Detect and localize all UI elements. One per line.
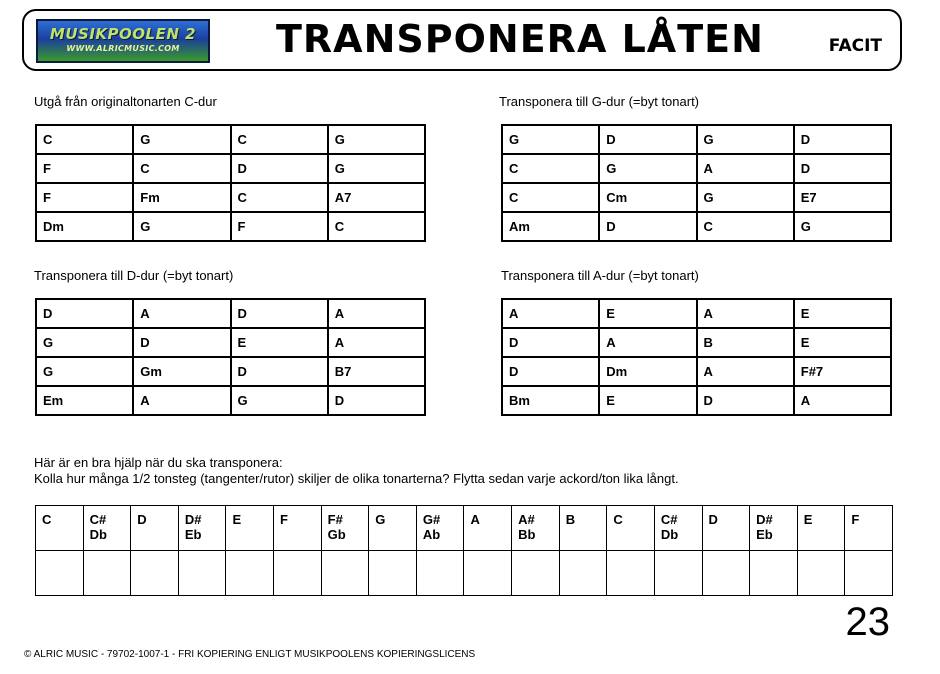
logo-line1: MUSIKPOOLEN 2 [49, 25, 197, 43]
chord-cell: A [133, 386, 230, 415]
note-cell [131, 506, 179, 551]
semitone-table [35, 505, 893, 596]
empty-cell [797, 551, 845, 596]
chord-row [36, 386, 425, 415]
chord-cell: D [599, 125, 696, 154]
chord-cell: E [794, 299, 891, 328]
note-cell [416, 506, 464, 551]
caption-original: Utgå från originaltonarten C-dur [34, 94, 217, 109]
chord-cell: G [231, 386, 328, 415]
note-name: Db [89, 527, 107, 542]
empty-cell [416, 551, 464, 596]
chord-cell: Gm [133, 357, 230, 386]
note-name: D# [756, 512, 773, 527]
note-name: Gb [327, 527, 346, 542]
empty-cell [369, 551, 417, 596]
note-cell [512, 506, 560, 551]
note-name: C [613, 512, 623, 527]
chord-cell: F [36, 183, 133, 212]
chord-row [502, 328, 891, 357]
logo-line2: WWW.ALRICMUSIC.COM [66, 44, 180, 53]
chord-cell: E [231, 328, 328, 357]
chord-cell: D [599, 212, 696, 241]
chord-cell: A [133, 299, 230, 328]
chord-cell: C [231, 125, 328, 154]
chord-cell: G [794, 212, 891, 241]
note-names-row [36, 506, 893, 551]
chord-cell: D [231, 154, 328, 183]
empty-cell [654, 551, 702, 596]
page-title: TRANSPONERA LÅTEN [276, 17, 764, 61]
page-number: 23 [845, 600, 890, 644]
chord-row [502, 212, 891, 241]
note-cell [797, 506, 845, 551]
chord-cell: E [794, 328, 891, 357]
caption-a-dur: Transponera till A-dur (=byt tonart) [501, 268, 699, 283]
chord-row [36, 154, 425, 183]
chord-cell: G [502, 125, 599, 154]
note-name: A# [518, 512, 535, 527]
note-cell [274, 506, 322, 551]
chord-cell: G [36, 328, 133, 357]
note-name: D [137, 512, 147, 527]
chord-cell: D [794, 125, 891, 154]
musikpoolen-logo [36, 19, 210, 63]
empty-cell [750, 551, 798, 596]
chord-grid-original [35, 124, 426, 242]
chord-cell: Em [36, 386, 133, 415]
chord-cell: C [697, 212, 794, 241]
note-name: C [42, 512, 52, 527]
note-name: D# [184, 512, 202, 527]
chord-cell: Dm [599, 357, 696, 386]
note-name: Eb [756, 527, 773, 542]
empty-cell [702, 551, 750, 596]
empty-cell [83, 551, 131, 596]
chord-row [502, 299, 891, 328]
note-cell [702, 506, 750, 551]
chord-cell: G [697, 183, 794, 212]
chord-cell: E [599, 299, 696, 328]
note-name: F [280, 512, 288, 527]
empty-cell [321, 551, 369, 596]
chord-row [502, 154, 891, 183]
chord-row [502, 125, 891, 154]
chord-row [36, 212, 425, 241]
note-name: C# [660, 512, 678, 527]
chord-cell: F [36, 154, 133, 183]
note-name: D [708, 512, 718, 527]
empty-cell [178, 551, 226, 596]
chord-cell: A [697, 154, 794, 183]
chord-grid-d-dur [35, 298, 426, 416]
chord-cell: G [133, 125, 230, 154]
chord-cell: A7 [328, 183, 425, 212]
chord-cell: E [599, 386, 696, 415]
blank-row [36, 551, 893, 596]
chord-cell: D [231, 357, 328, 386]
facit-label: FACIT [828, 36, 882, 56]
caption-d-dur: Transponera till D-dur (=byt tonart) [34, 268, 234, 283]
note-name: A [470, 512, 480, 527]
chord-row [502, 357, 891, 386]
chord-cell: C [502, 183, 599, 212]
chord-cell: D [328, 386, 425, 415]
chord-row [36, 183, 425, 212]
chord-cell: Cm [599, 183, 696, 212]
chord-cell: C [36, 125, 133, 154]
note-name: B [565, 512, 576, 527]
chord-cell: F [231, 212, 328, 241]
chord-cell: Bm [502, 386, 599, 415]
note-cell [845, 506, 893, 551]
chord-cell: D [133, 328, 230, 357]
note-cell [83, 506, 131, 551]
chord-row [36, 125, 425, 154]
chord-cell: D [36, 299, 133, 328]
empty-cell [464, 551, 512, 596]
chord-cell: G [697, 125, 794, 154]
chord-cell: Fm [133, 183, 230, 212]
note-name: G [375, 512, 386, 527]
chord-grid-a-dur [501, 298, 892, 416]
help-text [34, 455, 679, 487]
note-cell [654, 506, 702, 551]
chord-cell: A [502, 299, 599, 328]
note-name: Db [660, 527, 679, 542]
note-name: Bb [518, 527, 536, 542]
chord-cell: A [328, 299, 425, 328]
chord-row [36, 299, 425, 328]
chord-cell: A [328, 328, 425, 357]
note-name: E [803, 512, 813, 527]
note-name: C# [89, 512, 107, 527]
empty-cell [607, 551, 655, 596]
chord-cell: B [697, 328, 794, 357]
note-name: Eb [184, 527, 202, 542]
help-line1: Här är en bra hjälp när du ska transponera: [34, 455, 283, 470]
chord-cell: B7 [328, 357, 425, 386]
chord-row [502, 386, 891, 415]
chord-cell: Am [502, 212, 599, 241]
note-cell [559, 506, 607, 551]
chord-cell: D [502, 328, 599, 357]
chord-cell: D [794, 154, 891, 183]
footer-copyright: © ALRIC MUSIC - 79702-1007-1 - FRI KOPIERING ENLIGT MUSIKPOOLENS KOPIERINGSLICENS [24, 649, 476, 660]
note-cell [369, 506, 417, 551]
header-banner [22, 9, 902, 71]
chord-row [36, 357, 425, 386]
chord-grid-g-dur [501, 124, 892, 242]
note-cell [178, 506, 226, 551]
chord-cell: F#7 [794, 357, 891, 386]
note-name: F [851, 512, 860, 527]
note-name: Ab [422, 527, 441, 542]
chord-cell: A [697, 299, 794, 328]
empty-cell [512, 551, 560, 596]
chord-cell: D [502, 357, 599, 386]
chord-cell: G [328, 125, 425, 154]
chord-cell: C [328, 212, 425, 241]
chord-cell: G [599, 154, 696, 183]
chord-row [502, 183, 891, 212]
chord-cell: D [697, 386, 794, 415]
empty-cell [274, 551, 322, 596]
chord-cell: C [502, 154, 599, 183]
empty-cell [36, 551, 84, 596]
caption-g-dur: Transponera till G-dur (=byt tonart) [499, 94, 700, 109]
note-cell [750, 506, 798, 551]
chord-row [36, 328, 425, 357]
chord-cell: G [133, 212, 230, 241]
note-cell [464, 506, 512, 551]
note-name: F# [327, 512, 343, 527]
chord-cell: A [794, 386, 891, 415]
help-line2: Kolla hur många 1/2 tonsteg (tangenter/rutor) skiljer de olika tonarterna? Flytta sedan varje ackord/ton lika långt. [34, 471, 679, 486]
chord-cell: C [133, 154, 230, 183]
note-name: E [232, 512, 242, 527]
chord-cell: C [231, 183, 328, 212]
note-cell [321, 506, 369, 551]
chord-cell: E7 [794, 183, 891, 212]
chord-cell: Dm [36, 212, 133, 241]
empty-cell [131, 551, 179, 596]
chord-cell: A [599, 328, 696, 357]
empty-cell [226, 551, 274, 596]
chord-cell: A [697, 357, 794, 386]
chord-cell: G [36, 357, 133, 386]
note-cell [226, 506, 274, 551]
empty-cell [559, 551, 607, 596]
chord-cell: G [328, 154, 425, 183]
note-name: G# [422, 512, 441, 527]
chord-cell: D [231, 299, 328, 328]
note-cell [36, 506, 84, 551]
empty-cell [845, 551, 893, 596]
note-cell [607, 506, 655, 551]
